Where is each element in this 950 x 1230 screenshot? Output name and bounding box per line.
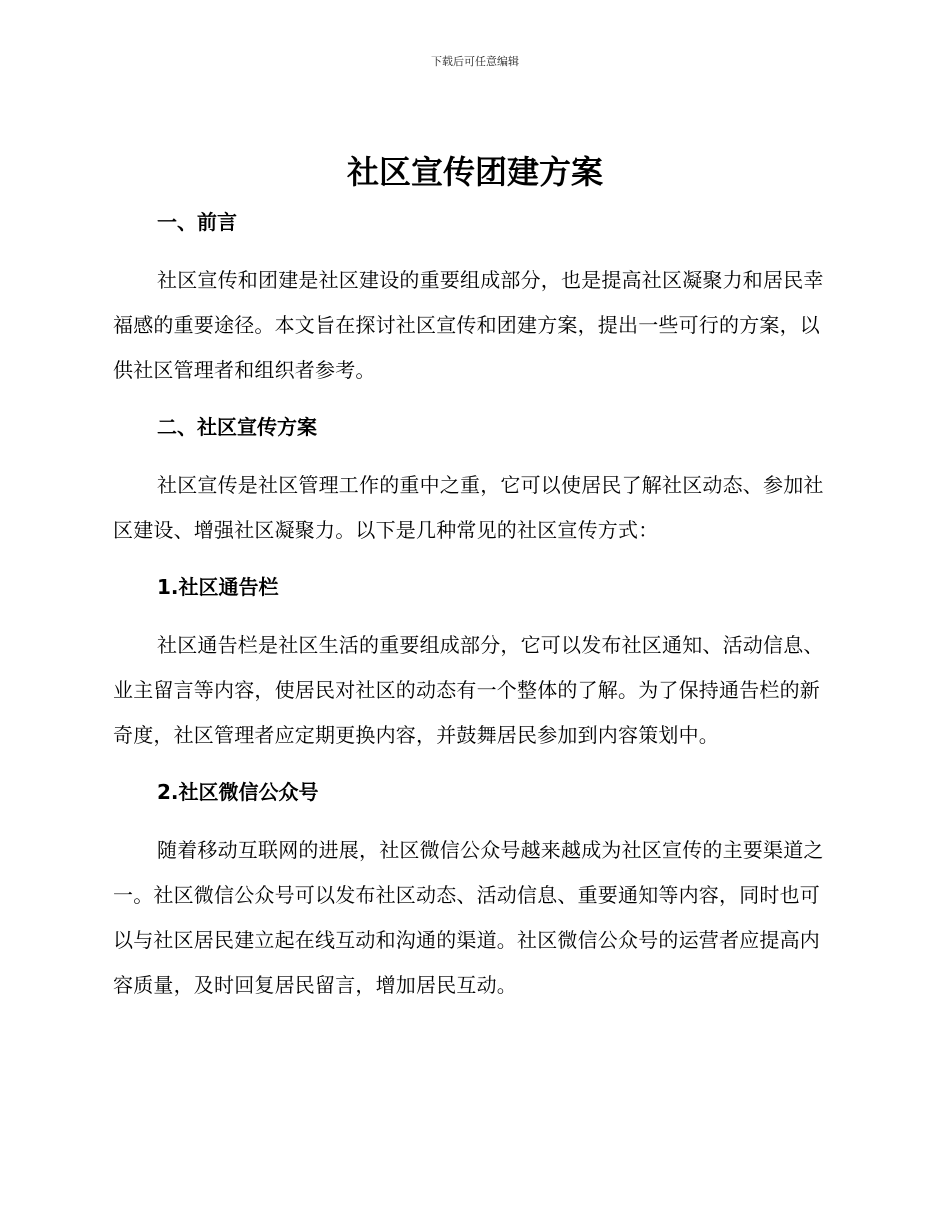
section-heading-preface: 一、前言: [157, 210, 237, 234]
page-header-note: 下载后可任意编辑: [431, 55, 519, 68]
section-heading-bulletin-board: 1.社区通告栏: [157, 575, 279, 599]
section-paragraph-publicity-plan: 社区宣传是社区管理工作的重中之重，它可以使居民了解社区动态、参加社区建设、增强社区凝聚力。以下是几种常见的社区宣传方式：: [113, 473, 824, 542]
section-heading-publicity-plan: 二、社区宣传方案: [157, 415, 317, 439]
section-heading-wechat-account: 2.社区微信公众号: [157, 780, 319, 804]
section-paragraph-bulletin-board: 社区通告栏是社区生活的重要组成部分，它可以发布社区通知、活动信息、业主留言等内容，使居民对社区的动态有一个整体的了解。为了保持通告栏的新奇度，社区管理者应定期更换内容，并鼓舞居民参加到内容策划中。: [113, 633, 824, 747]
section-paragraph-preface: 社区宣传和团建是社区建设的重要组成部分，也是提高社区凝聚力和居民幸福感的重要途径。本文旨在探讨社区宣传和团建方案，提出一些可行的方案，以供社区管理者和组织者参考。: [113, 268, 824, 382]
section-paragraph-wechat-account: 随着移动互联网的进展，社区微信公众号越来越成为社区宣传的主要渠道之一。社区微信公众号可以发布社区动态、活动信息、重要通知等内容，同时也可以与社区居民建立起在线互动和沟通的渠道。社区微信公众号的运营者应提高内容质量，及时回复居民留言，增加居民互动。: [113, 838, 824, 997]
document-title: 社区宣传团建方案: [346, 153, 603, 191]
document-body: [113, 200, 833, 1008]
